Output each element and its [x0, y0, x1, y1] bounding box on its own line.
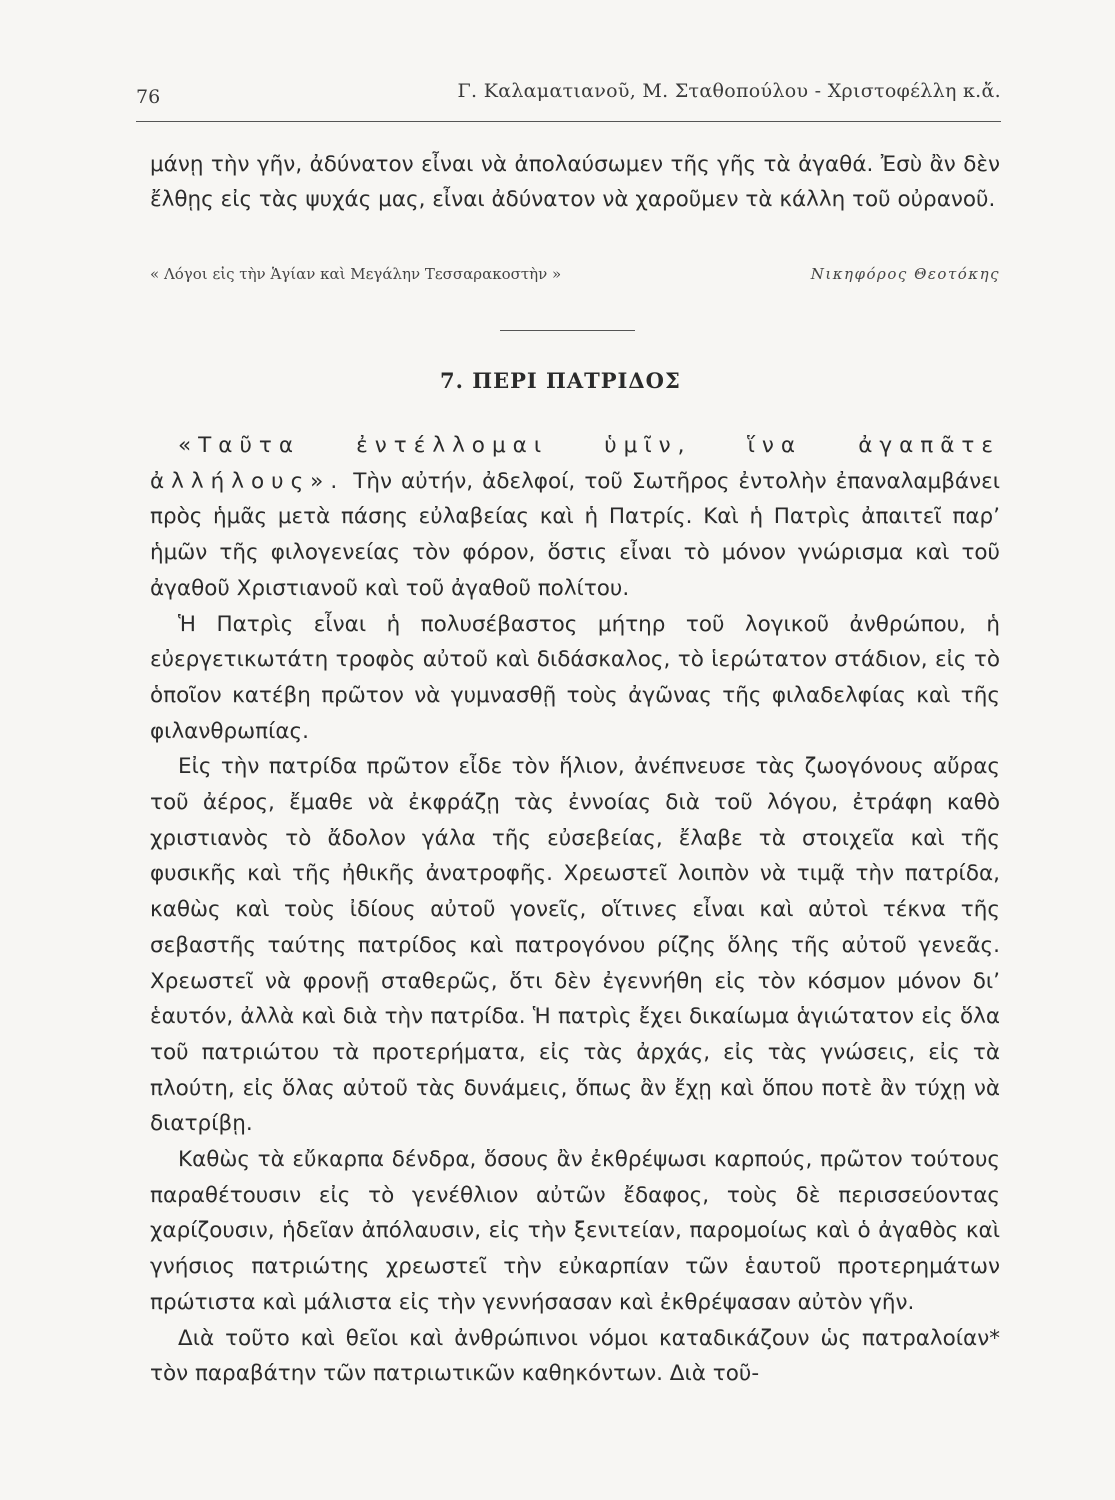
running-head: [136, 80, 1001, 116]
paragraph-1-text: Τὴν αὐτήν, ἀδελφοί, τοῦ Σωτῆρος ἐντολὴν ἐπαναλαμβάνει πρὸς ἡμᾶς μετὰ πάσης εὐλαβείας καὶ ἡ Πατρίς. Καὶ ἡ Πατρὶς ἀπαιτεῖ παρ’ ἡμῶν τῆς φιλογενείας τὸν φόρον, ὅστις εἶναι τὸ μόνον γνώρισμα καὶ τοῦ ἀγαθοῦ Χριστιανοῦ καὶ τοῦ ἀγαθοῦ πολίτου.: [150, 468, 1000, 601]
paragraph-4: Καθὼς τὰ εὔκαρπα δένδρα, ὅσους ἂν ἐκθρέψωσι καρπούς, πρῶτον τούτους παραθέτουσιν εἰς τὸ γενέθλιον αὐτῶν ἔδαφος, τοὺς δὲ περισσεύοντας χαρίζουσιν, ἡδεῖαν ἀπόλαυσιν, εἰς τὴν ξενιτείαν, παρομοίως καὶ ὁ ἀγαθὸς καὶ γνήσιος πατριώτης χρεωστεῖ τὴν εὐκαρπίαν τῶν ἑαυτοῦ προτερημάτων πρώτιστα καὶ μάλιστα εἰς τὴν γεννήσασαν καὶ ἐκθρέψασαν αὐτὸν γῆν.: [150, 1147, 1000, 1315]
paragraph-5: Διὰ τοῦτο καὶ θεῖοι καὶ ἀνθρώπινοι νόμοι καταδικάζουν ὡς πατραλοίαν* τὸν παραβάτην τῶν πατριωτικῶν καθηκόντων. Διὰ τοῦ-: [150, 1325, 1000, 1387]
paragraph-1: [150, 428, 1000, 607]
header-rule: [136, 121, 1001, 122]
page-number: 76: [136, 86, 161, 108]
section-divider: [500, 330, 635, 331]
paragraph-3: Εἰς τὴν πατρίδα πρῶτον εἶδε τὸν ἥλιον, ἀνέπνευσε τὰς ζωογόνους αὔρας τοῦ ἀέρος, ἔμαθε νὰ ἐκφράζῃ τὰς ἐννοίας διὰ τοῦ λόγου, ἐτράφη καθὸ χριστιανὸς τὸ ἄδολον γάλα τῆς εὐσεβείας, ἔλαβε τὰ στοιχεῖα καὶ τῆς φυσικῆς καὶ τῆς ἠθικῆς ἀνατροφῆς. Χρεωστεῖ λοιπὸν νὰ τιμᾷ τὴν πατρίδα, καθὼς καὶ τοὺς ἰδίους αὐτοῦ γονεῖς, οἵτινες εἶναι καὶ αὐτοὶ τέκνα τῆς σεβαστῆς ταύτης πατρίδος καὶ πατρογόνου ρίζης ὅλης τῆς αὐτοῦ γενεᾶς. Χρεωστεῖ νὰ φρονῇ σταθερῶς, ὅτι δὲν ἐγεννήθη εἰς τὸν κόσμον μόνον δι’ ἑαυτόν, ἀλλὰ καὶ διὰ τὴν πατρίδα. Ἡ πατρὶς ἔχει δικαίωμα ἁγιώτατον εἰς ὅλα τοῦ πατριώτου τὰ προτερήματα, εἰς τὰς ἀρχάς, εἰς τὰς γνώσεις, εἰς τὰ πλούτη, εἰς ὅλας αὐτοῦ τὰς δυνάμεις, ὅπως ἂν ἔχῃ καὶ ὅπου ποτὲ ἂν τύχῃ νὰ διατρίβῃ.: [150, 754, 1000, 1137]
scripture-quote: «Ταῦτα ἐντέλλομαι ὑμῖν, ἵνα ἀγαπᾶτε ἀλλήλους».: [150, 433, 1000, 494]
source-author: Νικηφόρος Θεοτόκης: [810, 265, 1000, 283]
source-citation: [150, 265, 1000, 295]
running-head-title: Γ. Καλαματιανοῦ, Μ. Σταθοπούλου - Χριστοφέλλη κ.ἄ.: [457, 80, 1001, 102]
continuation-paragraph: μάνῃ τὴν γῆν, ἀδύνατον εἶναι νὰ ἀπολαύσωμεν τῆς γῆς τὰ ἀγαθά. Ἐσὺ ἂν δὲν ἔλθῃς εἰς τὰς ψυχάς μας, εἶναι ἀδύνατον νὰ χαροῦμεν τὰ κάλλη τοῦ οὐρανοῦ.: [150, 152, 1000, 212]
source-work: « Λόγοι εἰς τὴν Ἁγίαν καὶ Μεγάλην Τεσσαρακοστὴν »: [150, 265, 562, 283]
paragraph-2: Ἡ Πατρὶς εἶναι ἡ πολυσέβαστος μήτηρ τοῦ λογικοῦ ἀνθρώπου, ἡ εὐεργετικωτάτη τροφὸς αὐτοῦ καὶ διδάσκαλος, τὸ ἱερώτατον στάδιον, εἰς τὸ ὁποῖον κατέβη πρῶτον νὰ γυμνασθῇ τοὺς ἀγῶνας τῆς φιλαδελφίας καὶ τῆς φιλανθρωπίας.: [150, 611, 1000, 744]
section-body: [150, 428, 1000, 1392]
section-title: 7. ΠΕΡΙ ΠΑΤΡΙΔΟΣ: [440, 368, 681, 393]
